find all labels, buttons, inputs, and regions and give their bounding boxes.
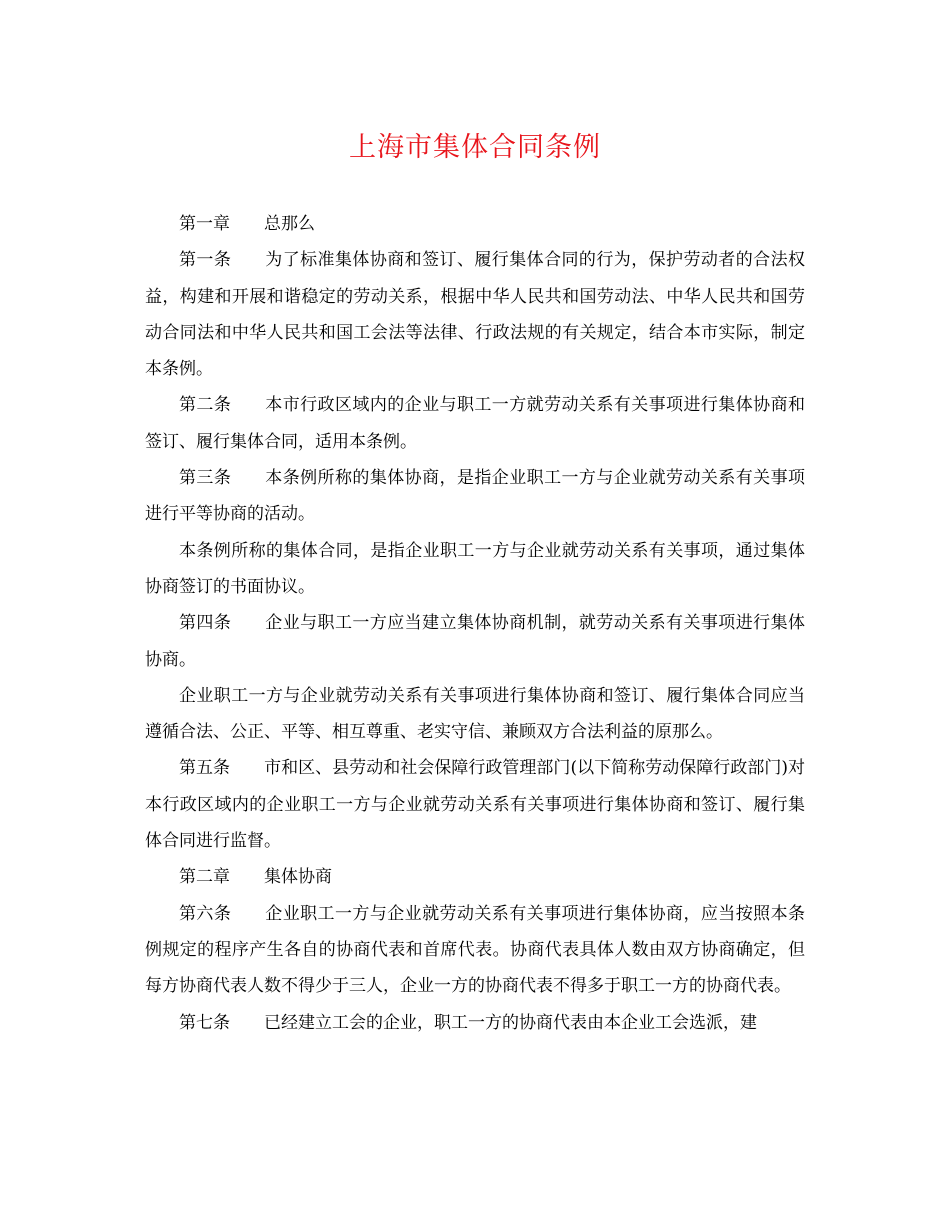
paragraph-text: 总那么 bbox=[264, 214, 315, 234]
article-label: 第五条 bbox=[179, 758, 231, 779]
paragraph bbox=[145, 605, 805, 678]
paragraph bbox=[145, 387, 805, 460]
document-body bbox=[145, 206, 805, 1041]
paragraph bbox=[145, 1005, 805, 1041]
document-title: 上海市集体合同条例 bbox=[349, 132, 601, 163]
paragraph bbox=[145, 206, 805, 242]
paragraph-text: 已经建立工会的企业，职工一方的协商代表由本企业工会选派，建 bbox=[264, 1012, 757, 1033]
paragraph bbox=[145, 896, 805, 1005]
paragraph-text: 本条例所称的集体合同，是指企业职工一方与企业就劳动关系有关事项，通过集体协商签订的书面协议。 bbox=[145, 540, 805, 597]
paragraph-text: 为了标准集体协商和签订、履行集体合同的行为，保护劳动者的合法权益，构建和开展和谐稳定的劳动关系，根据中华人民共和国劳动法、中华人民共和国劳动合同法和中华人民共和国工会法等法律、行政法规的有关规定，结合本市实际，制定本条例。 bbox=[145, 250, 806, 380]
paragraph bbox=[145, 859, 805, 895]
paragraph bbox=[145, 242, 805, 387]
article-label: 第七条 bbox=[179, 1012, 230, 1033]
paragraph bbox=[145, 533, 805, 606]
paragraph-text: 本市行政区域内的企业与职工一方就劳动关系有关事项进行集体协商和签订、履行集体合同，适用本条例。 bbox=[145, 395, 806, 452]
article-label: 第二条 bbox=[179, 395, 232, 416]
paragraph-text: 集体协商 bbox=[264, 867, 332, 888]
paragraph-text: 市和区、县劳动和社会保障行政管理部门(以下简称劳动保障行政部门)对本行政区域内的企业职工一方与企业就劳动关系有关事项进行集体协商和签订、履行集体合同进行监督。 bbox=[145, 758, 806, 852]
paragraph-text: 本条例所称的集体协商，是指企业职工一方与企业就劳动关系有关事项进行平等协商的活动。 bbox=[145, 468, 806, 525]
paragraph bbox=[145, 460, 805, 533]
paragraph bbox=[145, 678, 805, 751]
article-label: 第四条 bbox=[179, 613, 232, 634]
paragraph-text: 企业职工一方与企业就劳动关系有关事项进行集体协商和签订、履行集体合同应当遵循合法、公正、平等、相互尊重、老实守信、兼顾双方合法利益的原那么。 bbox=[145, 685, 805, 743]
article-label: 第六条 bbox=[179, 903, 232, 924]
paragraph bbox=[145, 750, 805, 859]
article-label: 第一条 bbox=[179, 250, 232, 271]
paragraph-text: 企业职工一方与企业就劳动关系有关事项进行集体协商，应当按照本条例规定的程序产生各自的协商代表和首席代表。协商代表具体人数由双方协商确定，但每方协商代表人数不得少于三人，企业一方的协商代表不得多于职工一方的协商代表。 bbox=[145, 903, 806, 997]
paragraph-text: 企业与职工一方应当建立集体协商机制，就劳动关系有关事项进行集体协商。 bbox=[145, 613, 806, 670]
article-label: 第三条 bbox=[179, 468, 232, 489]
article-label: 第一章 bbox=[179, 214, 230, 234]
article-label: 第二章 bbox=[179, 867, 230, 888]
